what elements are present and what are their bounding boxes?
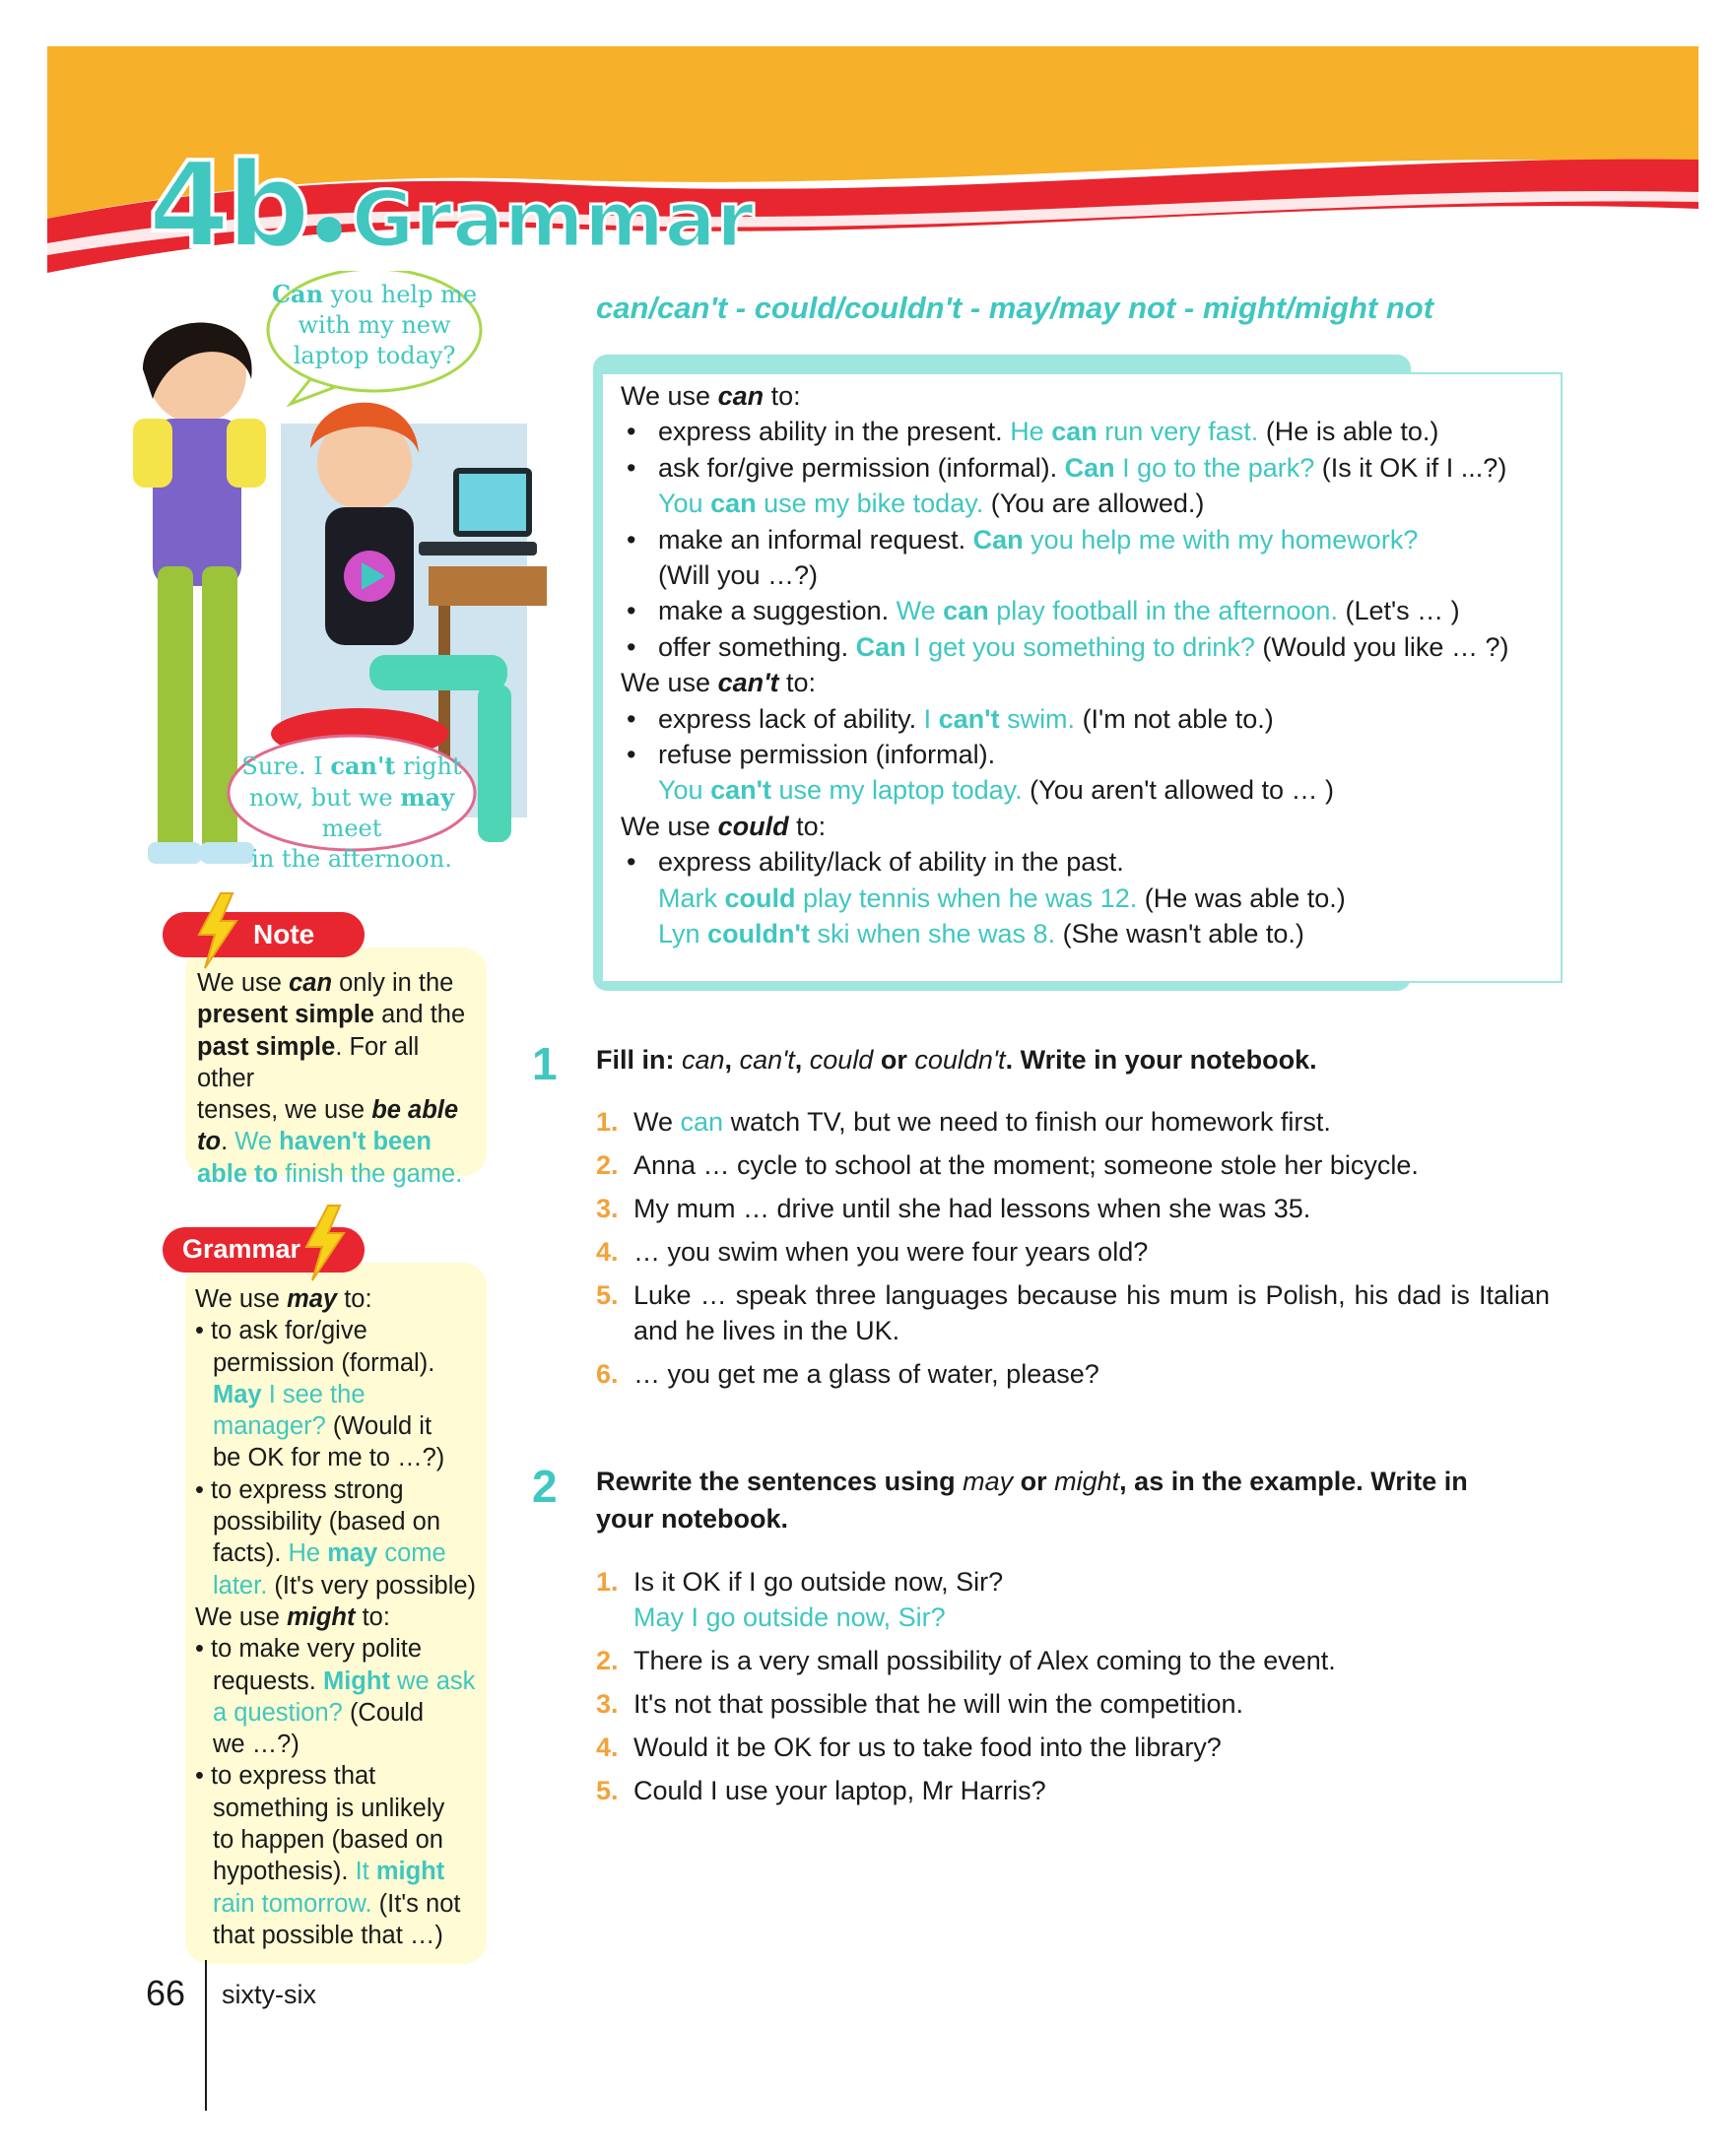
- title-dot: ●: [310, 193, 348, 259]
- exercise-1-instruction: Fill in: can, can't, could or couldn't. Write in your notebook.: [596, 1045, 1317, 1075]
- note-text: We use can only in the present simple and the past simple. For all other tenses, we use be able to. We haven't been able to finish the game.: [197, 969, 466, 1188]
- rule-item: • express ability in the present. He can run very fast. (He is able to.): [603, 414, 1561, 449]
- speech-bubble-top: [256, 279, 493, 371]
- bubble-text: in the afternoon.: [251, 845, 452, 873]
- rule-item: • express lack of ability. I can't swim. (I'm not able to.): [603, 701, 1561, 737]
- exercise-2-number: 2: [532, 1461, 558, 1512]
- bubble-text: meet: [321, 815, 382, 842]
- bubble-text: right: [395, 752, 462, 780]
- exercise-2-item: 2. There is a very small possibility of Alex coming to the event.: [596, 1646, 1336, 1675]
- section-heading: can/can't - could/couldn't - may/may not - might/might not: [596, 291, 1434, 325]
- exercise-1-item: 6. … you get me a glass of water, please?: [596, 1359, 1099, 1389]
- exercise-1-item: 4. … you swim when you were four years old?: [596, 1237, 1149, 1267]
- bubble-word-cant: can't: [330, 751, 396, 780]
- rule-item: • ask for/give permission (informal). Can I go to the park? (Is it OK if I ...?): [603, 450, 1561, 486]
- bubble-text: Sure. I: [241, 752, 331, 780]
- rule-head-can: We use can to:: [621, 381, 801, 411]
- grammar-rule-box: [601, 372, 1563, 983]
- bubble-text: laptop today?: [293, 342, 456, 369]
- rule-item: • make an informal request. Can you help me with my homework?: [603, 522, 1561, 557]
- exercise-2-instruction: Rewrite the sentences using may or might, as in the example. Write in your notebook.: [596, 1467, 1468, 1534]
- rule-example: You can't use my laptop today. (You aren't allowed to … ): [658, 775, 1334, 806]
- bubble-word-may: may: [400, 783, 455, 812]
- note-tab-label: Note: [253, 919, 315, 949]
- exercise-1-number: 1: [532, 1038, 558, 1089]
- example-answer: May I go outside now, Sir?: [633, 1602, 946, 1632]
- exercise-2-item: 1. Is it OK if I go outside now, Sir? May I go outside now, Sir?: [596, 1567, 1004, 1632]
- footer-divider: [205, 1960, 207, 2111]
- unit-number: 4b: [148, 138, 307, 275]
- page-number-word: sixty-six: [222, 1980, 316, 2009]
- rule-item: • express ability/lack of ability in the past.: [603, 844, 1561, 880]
- lightning-icon: [300, 1204, 350, 1282]
- rule-head-could: We use could to:: [621, 811, 827, 841]
- speech-bubble-bottom: [219, 751, 485, 875]
- exercise-1-item: 2. Anna … cycle to school at the moment; someone stole her bicycle.: [596, 1150, 1419, 1180]
- bubble-text: you help me: [323, 281, 478, 308]
- rule-head-cant: We use can't to:: [621, 668, 817, 698]
- rule-example: Mark could play tennis when he was 12. (He was able to.): [658, 882, 1346, 913]
- rule-item: • offer something. Can I get you something to drink? (Would you like … ?): [603, 629, 1561, 665]
- lightning-icon: [193, 891, 242, 970]
- page-title: Grammar: [351, 176, 755, 265]
- exercise-2-item: 5. Could I use your laptop, Mr Harris?: [596, 1776, 1046, 1805]
- bubble-word-can: Can: [271, 280, 324, 308]
- rule-note: (Will you …?): [658, 560, 819, 591]
- grammar-text: We use may to: • to ask for/give permission (formal). May I see the manager? (Would it be OK for me to …?) • to express strong possibility (based on facts). He may come later. (It's very possible) We use might to: • to make very polite requests. Might we ask a question? (Could we …?) • to express that something is unlikely to happen (based on hypothesis). It might rain tomorrow. (It's not that possible that …): [195, 1285, 477, 1949]
- rule-item: • make a suggestion. We can play football in the afternoon. (Let's … ): [603, 593, 1561, 628]
- rule-item: • refuse permission (informal).: [603, 737, 1561, 772]
- rule-example: Lyn couldn't ski when she was 8. (She wasn't able to.): [658, 919, 1304, 949]
- page-number: 66: [146, 1973, 186, 2013]
- unit-title: [148, 138, 754, 275]
- exercise-1-item: 3. My mum … drive until she had lessons when she was 35.: [596, 1194, 1311, 1223]
- bubble-text: now, but we: [248, 784, 401, 812]
- exercise-1-item: 1. We can watch TV, but we need to finish our homework first.: [596, 1107, 1331, 1137]
- exercise-1-item: 5. Luke … speak three languages because his mum is Polish, his dad is Italian and he lives in the UK.: [596, 1280, 1550, 1345]
- rule-example: You can use my bike today. (You are allowed.): [658, 489, 1205, 519]
- exercise-2-item: 4. Would it be OK for us to take food into the library?: [596, 1732, 1222, 1762]
- grammar-tab-label: Grammar: [182, 1234, 301, 1264]
- bubble-text: with my new: [298, 311, 451, 339]
- exercise-2-item: 3. It's not that possible that he will win the competition.: [596, 1689, 1243, 1719]
